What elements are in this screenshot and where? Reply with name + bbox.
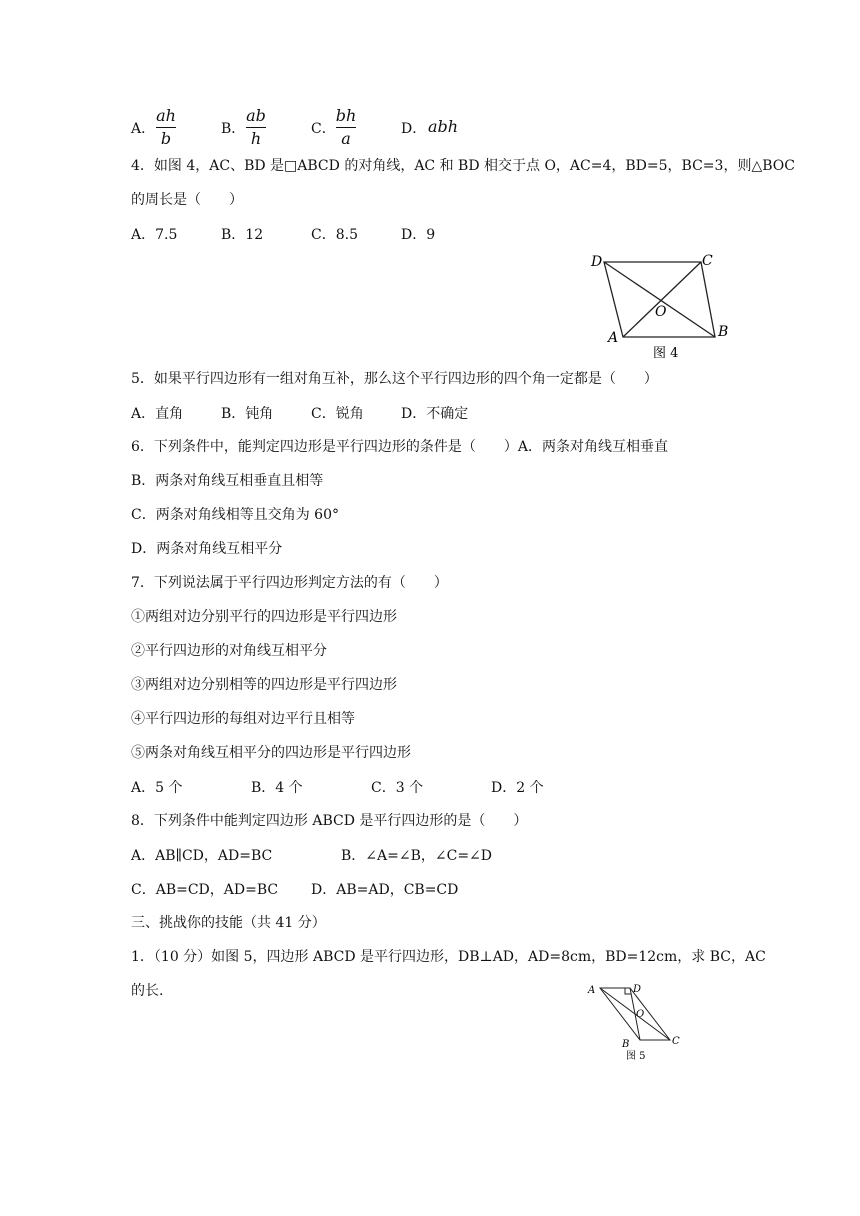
fraction-numerator: bh — [335, 106, 357, 125]
q3-option-a-fraction — [153, 106, 179, 149]
center-label-o: O — [636, 1009, 645, 1020]
fraction-denominator: a — [341, 129, 351, 148]
diagonal-ac — [623, 262, 701, 337]
q5-option-a: A．直角 — [131, 406, 184, 422]
q6-option-c: C．两条对角线相等且交角为 60° — [131, 507, 339, 523]
q3-option-d-text: abh — [428, 117, 459, 136]
fraction-denominator: h — [250, 129, 262, 148]
q4-option-c: C．8.5 — [311, 227, 358, 243]
q7-option-b: B．4 个 — [251, 780, 303, 796]
q3-option-d-label: D． — [401, 121, 427, 137]
q8-option-c: C．AB=CD，AD=BC — [131, 882, 279, 898]
center-label-o: O — [655, 304, 667, 320]
q5-option-d: D．不确定 — [401, 406, 469, 422]
q7-statement-1: ①两组对边分别平行的四边形是平行四边形 — [131, 609, 397, 625]
vertex-label-d: D — [633, 984, 642, 995]
vertex-label-b: B — [718, 324, 729, 340]
figure-4-parallelogram — [585, 248, 735, 364]
vertex-label-c: C — [672, 1036, 680, 1047]
q7-statement-2: ②平行四边形的对角线互相平分 — [131, 643, 327, 659]
q5-stem: 5．如果平行四边形有一组对角互补，那么这个平行四边形的四个角一定都是（ ） — [131, 371, 658, 387]
q4-stem-line2: 的周长是（ ） — [131, 192, 243, 208]
section-3-heading: 三、挑战你的技能（共 41 分） — [131, 915, 326, 931]
fraction-numerator: ab — [246, 106, 266, 125]
figure-5-caption: 图 5 — [626, 1051, 646, 1062]
q4-option-b: B．12 — [221, 227, 264, 243]
q8-stem: 8．下列条件中能判定四边形 ABCD 是平行四边形的是（ ） — [131, 813, 528, 829]
q4-option-a: A．7.5 — [131, 227, 178, 243]
q8-option-d: D．AB=AD，CB=CD — [311, 882, 459, 898]
q7-option-d: D．2 个 — [491, 780, 544, 796]
s3-q1-stem-line1: 1．（10 分）如图 5，四边形 ABCD 是平行四边形，DB⊥AD，AD=8cm，BD=12cm，求 BC，AC — [131, 949, 766, 965]
q3-option-c-fraction — [333, 106, 359, 149]
fraction-numerator: ah — [156, 106, 176, 125]
s3-q1-stem-line2: 的长. — [131, 983, 164, 999]
fraction-denominator: b — [160, 129, 172, 148]
vertex-label-a: A — [588, 985, 596, 996]
q3-option-c-label: C． — [311, 121, 336, 137]
q6-stem: 6．下列条件中，能判定四边形是平行四边形的条件是（ ）A．两条对角线互相垂直 — [131, 439, 669, 455]
q4-option-d: D．9 — [401, 227, 436, 243]
figure-5-parallelogram — [585, 980, 685, 1062]
vertex-label-d: D — [591, 254, 603, 270]
vertex-label-a: A — [608, 330, 619, 346]
q6-option-b: B．两条对角线互相垂直且相等 — [131, 473, 324, 489]
vertex-label-c: C — [702, 253, 713, 269]
q3-option-a-label: A． — [131, 121, 156, 137]
q7-stem: 7．下列说法属于平行四边形判定方法的有（ ） — [131, 575, 448, 591]
q7-statement-4: ④平行四边形的每组对边平行且相等 — [131, 711, 355, 727]
q6-option-d: D．两条对角线互相平分 — [131, 541, 283, 557]
q8-option-b: B．∠A=∠B，∠C=∠D — [341, 848, 493, 864]
figure-4-caption: 图 4 — [653, 346, 679, 361]
q4-stem-line1: 4．如图 4，AC、BD 是□ABCD 的对角线，AC 和 BD 相交于点 O，AC=4，BD=5，BC=3，则△BOC — [131, 158, 795, 174]
q5-option-c: C．锐角 — [311, 406, 364, 422]
q5-option-b: B．钝角 — [221, 406, 274, 422]
q3-option-b-fraction — [243, 106, 269, 149]
q7-option-a: A．5 个 — [131, 780, 183, 796]
q7-statement-3: ③两组对边分别相等的四边形是平行四边形 — [131, 677, 397, 693]
q3-option-b-label: B． — [221, 121, 246, 137]
q7-option-c: C．3 个 — [371, 780, 424, 796]
q8-option-a: A．AB∥CD，AD=BC — [131, 848, 273, 864]
vertex-label-b: B — [622, 1039, 630, 1050]
q7-statement-5: ⑤两条对角线互相平分的四边形是平行四边形 — [131, 745, 411, 761]
